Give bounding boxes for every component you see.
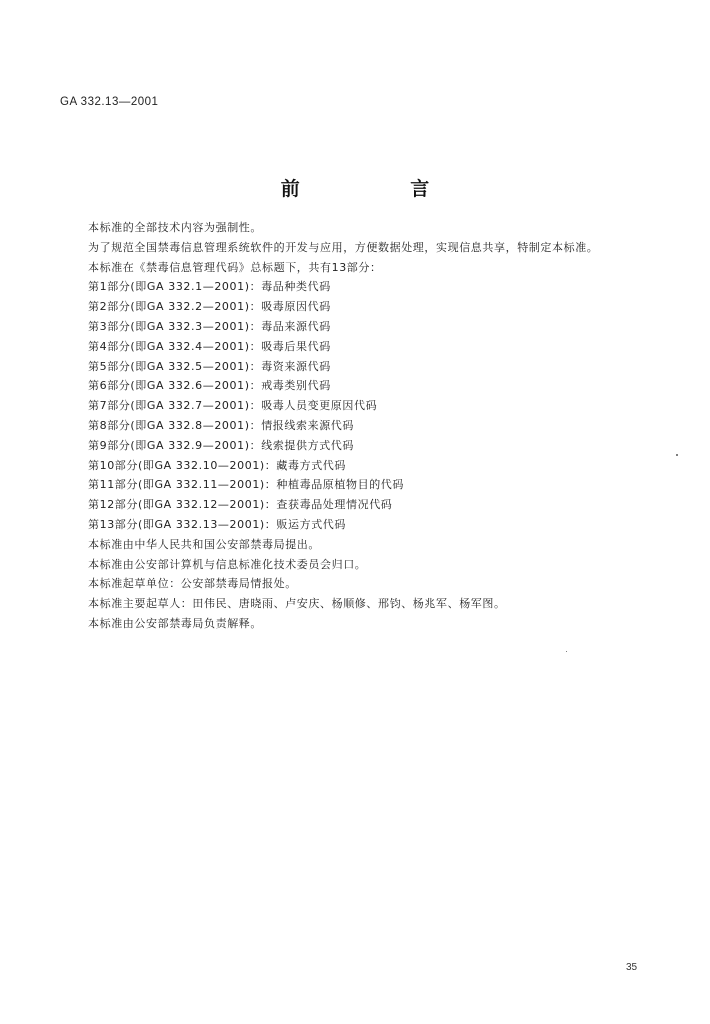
part-list-item: 第8部分(即GA 332.8—2001)：情报线索来源代码 <box>88 418 355 432</box>
paragraph-interpretation: 本标准由公安部禁毒局负责解释。 <box>88 616 262 630</box>
part-list-item: 第1部分(即GA 332.1—2001)：毒品种类代码 <box>88 280 331 294</box>
scan-speck <box>676 454 678 456</box>
paragraph-mandatory: 本标准的全部技术内容为强制性。 <box>88 221 262 234</box>
part-list-item: 第11部分(即GA 332.11—2001)：种植毒品原植物目的代码 <box>88 478 405 492</box>
paragraph-drafters: 本标准主要起草人：田伟民、唐晓雨、卢安庆、杨顺修、邢钧、杨兆军、杨军图。 <box>88 597 506 611</box>
paragraph-centralized: 本标准由公安部计算机与信息标准化技术委员会归口。 <box>88 557 367 571</box>
part-list-item: 第4部分(即GA 332.4—2001)：吸毒后果代码 <box>88 339 331 353</box>
paragraph-drafting-unit: 本标准起草单位：公安部禁毒局情报处。 <box>88 577 297 591</box>
part-list-item: 第13部分(即GA 332.13—2001)：贩运方式代码 <box>88 517 347 531</box>
paragraph-proposer: 本标准由中华人民共和国公安部禁毒局提出。 <box>88 537 320 551</box>
paragraph-purpose: 为了规范全国禁毒信息管理系统软件的开发与应用，方便数据处理，实现信息共享，特制定本标准。 <box>88 240 599 254</box>
scan-speck <box>566 651 567 652</box>
part-list-item: 第2部分(即GA 332.2—2001)：吸毒原因代码 <box>88 300 331 314</box>
foreword-body <box>88 218 668 634</box>
paragraph-structure: 本标准在《禁毒信息管理代码》总标题下，共有13部分： <box>88 260 382 274</box>
part-list-item: 第3部分(即GA 332.3—2001)：毒品来源代码 <box>88 319 331 333</box>
part-list-item: 第7部分(即GA 332.7—2001)：吸毒人员变更原因代码 <box>88 399 378 413</box>
part-list-item: 第6部分(即GA 332.6—2001)：戒毒类别代码 <box>88 379 331 393</box>
part-list-item: 第12部分(即GA 332.12—2001)：查获毒品处理情况代码 <box>88 498 393 512</box>
page-number: 35 <box>626 962 638 973</box>
part-list-item: 第10部分(即GA 332.10—2001)：藏毒方式代码 <box>88 458 347 472</box>
standard-code-header: GA 332.13—2001 <box>60 96 159 108</box>
part-list-item: 第5部分(即GA 332.5—2001)：毒资来源代码 <box>88 359 331 373</box>
part-list-item: 第9部分(即GA 332.9—2001)：线索提供方式代码 <box>88 438 355 452</box>
foreword-title: 前 言 <box>280 178 482 200</box>
